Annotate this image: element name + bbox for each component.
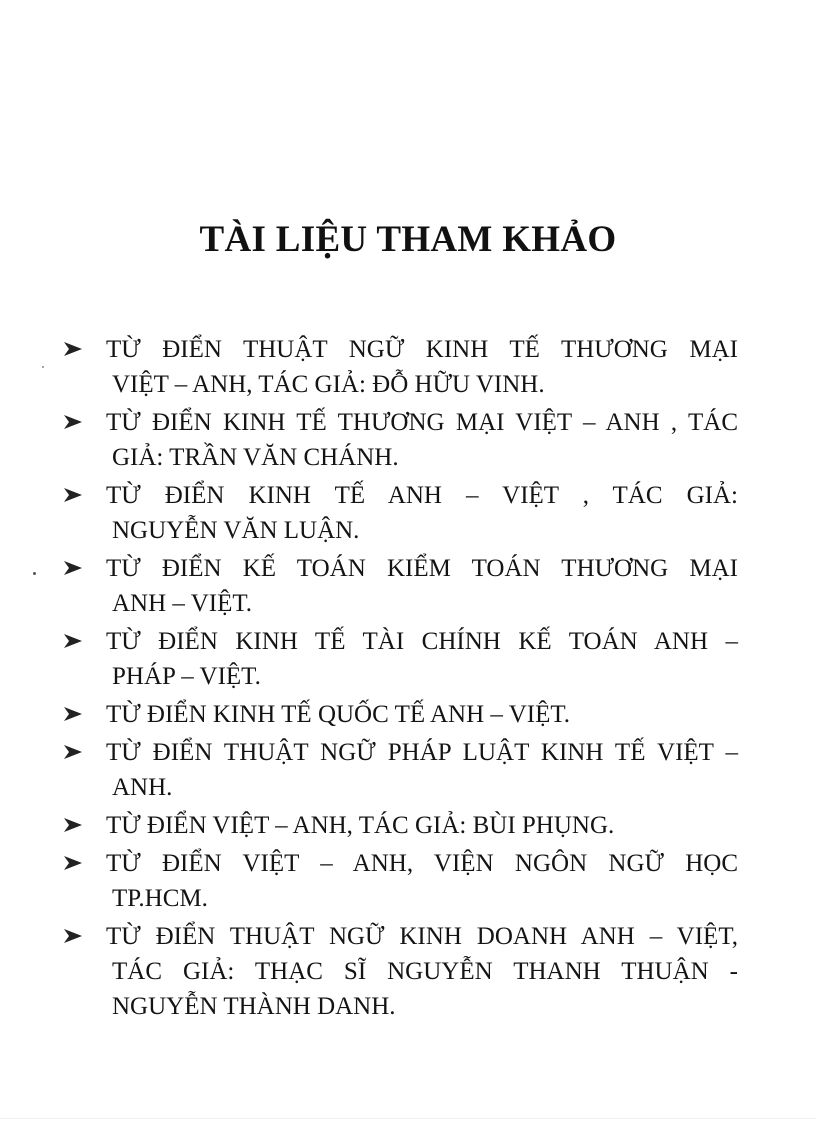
arrowhead-bullet-icon: [62, 485, 84, 505]
arrowhead-bullet-icon: [62, 412, 84, 432]
scan-speck: [33, 572, 36, 575]
reference-text: TỪ ĐIỂN KINH TẾ TÀI CHÍNH KẾ TOÁN ANH –: [106, 628, 738, 655]
arrowhead-bullet-icon: [62, 853, 84, 873]
arrowhead-bullet-icon: [62, 339, 84, 359]
scan-speck: [42, 366, 44, 368]
page-title: TÀI LIỆU THAM KHẢO: [199, 219, 617, 260]
reference-list: [62, 332, 738, 1027]
reference-text-continued: ANH – VIỆT.: [112, 590, 253, 617]
reference-item-1: [62, 332, 738, 402]
reference-text: TỪ ĐIỂN KINH TẾ THƯƠNG MẠI VIỆT – ANH , TÁC: [106, 409, 738, 436]
reference-item-8: [62, 808, 738, 843]
arrowhead-bullet-icon: [62, 704, 84, 724]
arrowhead-bullet-icon: [62, 742, 84, 762]
reference-item-3: [62, 478, 738, 548]
reference-item-7: [62, 735, 738, 805]
arrowhead-bullet-icon: [62, 631, 84, 651]
arrowhead-bullet-icon: [62, 558, 84, 578]
arrowhead-bullet-icon: [62, 926, 84, 946]
reference-text-continued: PHÁP – VIỆT.: [112, 663, 261, 690]
page-edge: [0, 1118, 816, 1119]
reference-text: TỪ ĐIỂN VIỆT – ANH, TÁC GIẢ: BÙI PHỤNG.: [106, 812, 615, 839]
reference-text: TỪ ĐIỂN THUẬT NGỮ PHÁP LUẬT KINH TẾ VIỆT –: [106, 739, 738, 766]
reference-text: TỪ ĐIỂN KINH TẾ QUỐC TẾ ANH – VIỆT.: [106, 701, 571, 728]
reference-item-9: [62, 846, 738, 916]
reference-text-continued: NGUYỄN THÀNH DANH.: [112, 993, 396, 1020]
reference-text-continued: ANH.: [112, 774, 173, 801]
reference-text: TỪ ĐIỂN KINH TẾ ANH – VIỆT , TÁC GIẢ:: [106, 482, 738, 509]
reference-text: TỪ ĐIỂN KẾ TOÁN KIỂM TOÁN THƯƠNG MẠI: [106, 555, 738, 582]
reference-item-10: [62, 919, 738, 1024]
reference-text: TỪ ĐIỂN THUẬT NGỮ KINH DOANH ANH – VIỆT,: [106, 923, 738, 950]
reference-text: TỪ ĐIỂN THUẬT NGỮ KINH TẾ THƯƠNG MẠI: [106, 336, 738, 363]
reference-text-continued: NGUYỄN VĂN LUẬN.: [112, 517, 360, 544]
reference-item-4: [62, 551, 738, 621]
reference-text-continued: VIỆT – ANH, TÁC GIẢ: ĐỖ HỮU VINH.: [112, 371, 545, 398]
reference-text-continued: GIẢ: TRẦN VĂN CHÁNH.: [112, 444, 399, 471]
reference-text-continued: TP.HCM.: [112, 885, 208, 912]
reference-item-6: [62, 697, 738, 732]
arrowhead-bullet-icon: [62, 815, 84, 835]
reference-text-continued: TÁC GIẢ: THẠC SĨ NGUYỄN THANH THUẬN -: [112, 958, 738, 985]
reference-item-2: [62, 405, 738, 475]
reference-item-5: [62, 624, 738, 694]
reference-text: TỪ ĐIỂN VIỆT – ANH, VIỆN NGÔN NGỮ HỌC: [106, 850, 738, 877]
